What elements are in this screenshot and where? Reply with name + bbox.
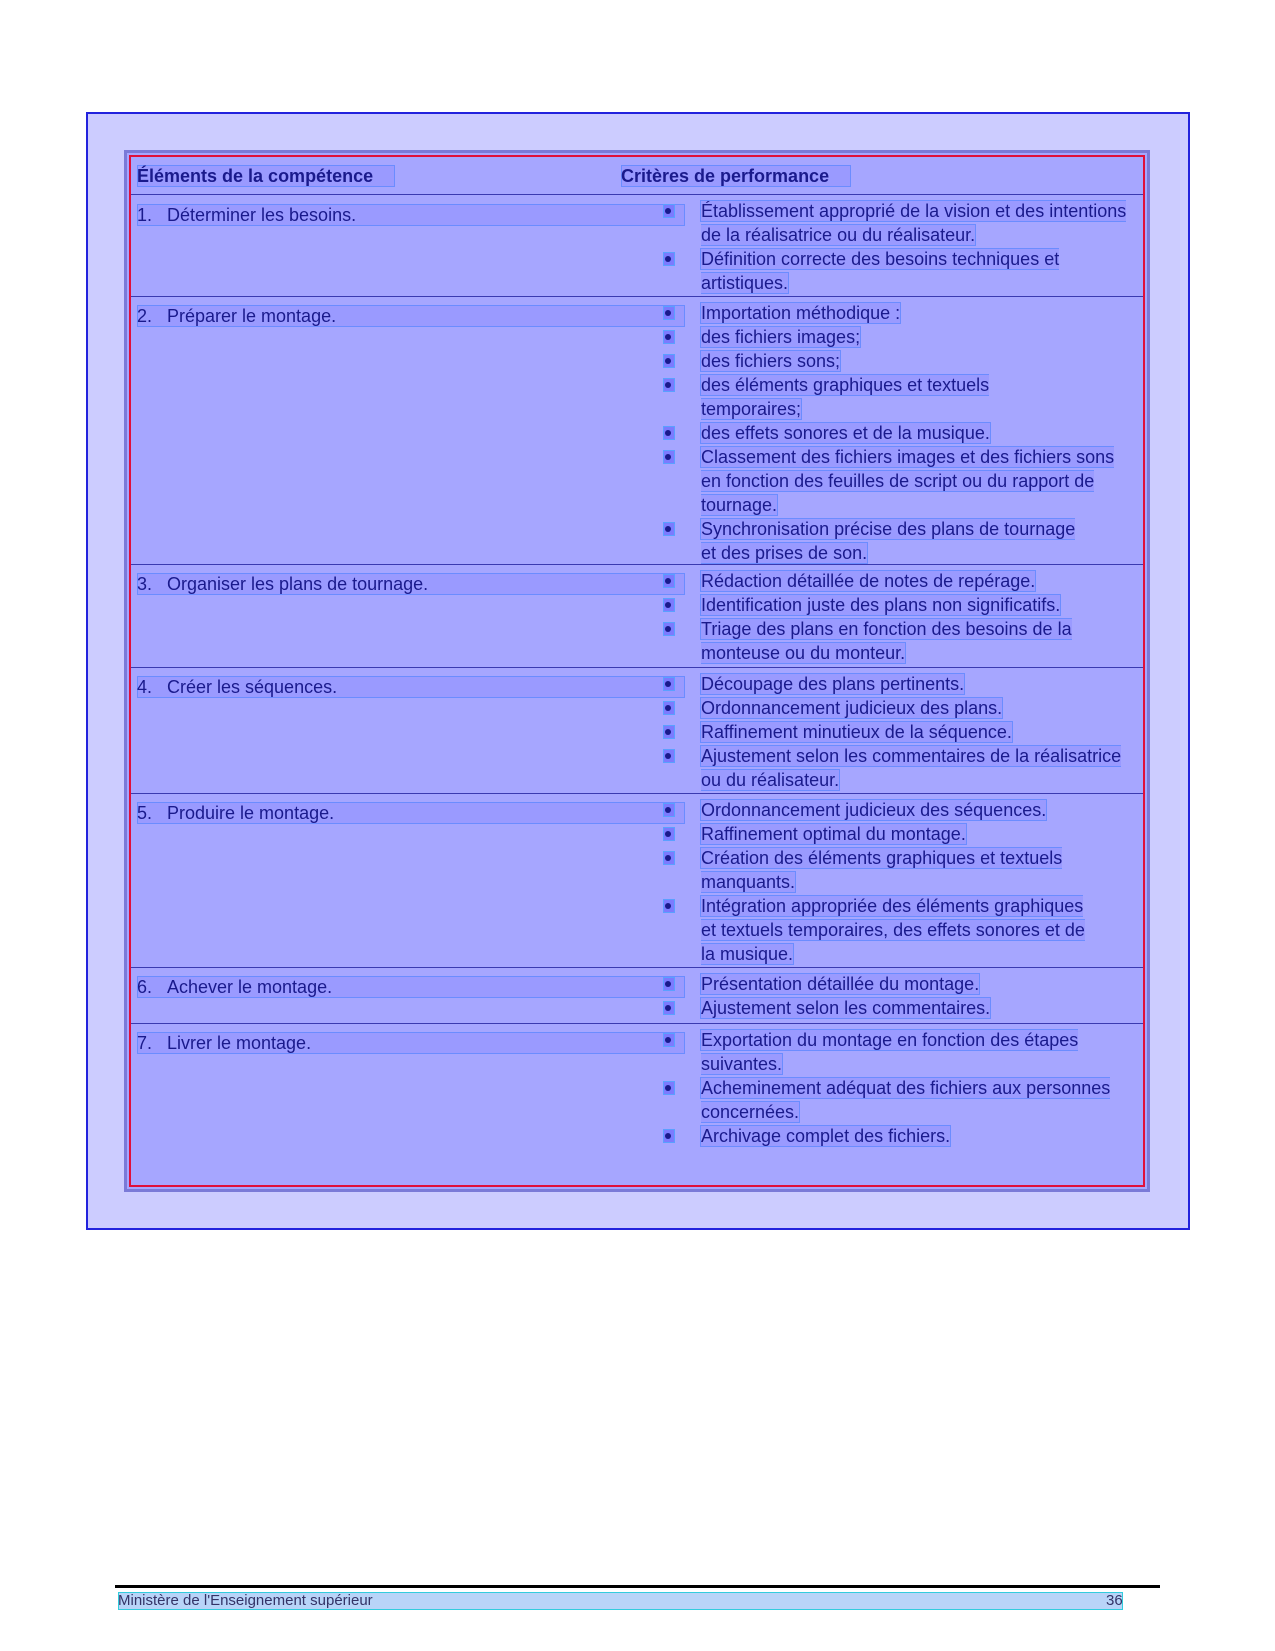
element-cell — [137, 305, 685, 327]
list-item: Intégration appropriée des éléments graphiques et textuels temporaires, des effets sonores et de la musique. — [663, 894, 1101, 966]
list-item: Importation méthodique : — [663, 301, 1133, 325]
criteria-list — [663, 1028, 1133, 1148]
element-label: Livrer le montage. — [167, 1033, 312, 1053]
element-number: 4. — [137, 677, 153, 697]
bullet-icon — [663, 899, 675, 913]
bullet-icon — [663, 803, 675, 817]
list-item: des éléments graphiques et textuels temporaires; — [663, 373, 1061, 421]
bullet-icon — [663, 622, 675, 636]
list-item: Archivage complet des fichiers. — [663, 1124, 1133, 1148]
bullet-icon — [663, 977, 675, 991]
bullet-icon — [663, 677, 675, 691]
table-row — [131, 668, 1143, 794]
bullet-icon — [663, 330, 675, 344]
bullet-icon — [663, 1001, 675, 1015]
table-row — [131, 195, 1143, 297]
list-item: Identification juste des plans non significatifs. — [663, 593, 1133, 617]
element-label: Préparer le montage. — [167, 306, 337, 326]
list-item: des fichiers images; — [663, 325, 1133, 349]
table-row — [131, 968, 1143, 1024]
table-header-row — [131, 157, 1143, 195]
list-item: Rédaction détaillée de notes de repérage. — [663, 569, 1133, 593]
list-item: Exportation du montage en fonction des étapes suivantes. — [663, 1028, 1111, 1076]
list-item: Établissement approprié de la vision et des intentions de la réalisatrice ou du réalisateur. — [663, 199, 1133, 247]
table-row — [131, 1024, 1143, 1184]
element-label: Déterminer les besoins. — [167, 205, 357, 225]
bullet-icon — [663, 378, 675, 392]
bullet-icon — [663, 1129, 675, 1143]
element-label: Organiser les plans de tournage. — [167, 574, 429, 594]
list-item: Ordonnancement judicieux des plans. — [663, 696, 1133, 720]
table-row — [131, 565, 1143, 668]
element-label: Achever le montage. — [167, 977, 333, 997]
element-cell — [137, 802, 685, 824]
element-number: 2. — [137, 306, 153, 326]
criteria-list — [663, 798, 1133, 966]
list-item: Définition correcte des besoins techniques et artistiques. — [663, 247, 1133, 295]
bullet-icon — [663, 749, 675, 763]
list-item: Triage des plans en fonction des besoins de la monteuse ou du monteur. — [663, 617, 1133, 665]
bullet-icon — [663, 1081, 675, 1095]
list-item: Ordonnancement judicieux des séquences. — [663, 798, 1133, 822]
element-number: 3. — [137, 574, 153, 594]
bullet-icon — [663, 851, 675, 865]
element-cell — [137, 676, 685, 698]
list-item: Classement des fichiers images et des fichiers sons en fonction des feuilles de script ou du rapport de tournage. — [663, 445, 1133, 517]
bullet-icon — [663, 1033, 675, 1047]
list-item: Acheminement adéquat des fichiers aux personnes concernées. — [663, 1076, 1111, 1124]
bullet-icon — [663, 426, 675, 440]
criteria-list — [663, 672, 1133, 792]
footer-ministry: Ministère de l'Enseignement supérieur — [118, 1592, 1123, 1610]
element-label: Créer les séquences. — [167, 677, 338, 697]
list-item: Présentation détaillée du montage. — [663, 972, 1133, 996]
bullet-icon — [663, 252, 675, 266]
bullet-icon — [663, 204, 675, 218]
header-criteria: Critères de performance — [621, 165, 851, 187]
page-number: 36 — [1106, 1592, 1123, 1609]
element-label: Produire le montage. — [167, 803, 335, 823]
criteria-list — [663, 199, 1133, 295]
bullet-icon — [663, 450, 675, 464]
competence-table-inner — [129, 155, 1145, 1187]
element-number: 1. — [137, 205, 153, 225]
bullet-icon — [663, 354, 675, 368]
list-item: Création des éléments graphiques et textuels manquants. — [663, 846, 1133, 894]
element-cell — [137, 573, 685, 595]
criteria-list — [663, 301, 1133, 565]
element-number: 5. — [137, 803, 153, 823]
bullet-icon — [663, 701, 675, 715]
list-item: des effets sonores et de la musique. — [663, 421, 1133, 445]
list-item: des fichiers sons; — [663, 349, 1133, 373]
bullet-icon — [663, 574, 675, 588]
bullet-icon — [663, 522, 675, 536]
bullet-icon — [663, 598, 675, 612]
list-item: Ajustement selon les commentaires de la réalisatrice ou du réalisateur. — [663, 744, 1133, 792]
criteria-list — [663, 569, 1133, 665]
competence-table — [124, 150, 1150, 1192]
list-item: Découpage des plans pertinents. — [663, 672, 1133, 696]
table-row — [131, 297, 1143, 565]
element-cell — [137, 1032, 685, 1054]
criteria-list — [663, 972, 1133, 1020]
list-item: Raffinement optimal du montage. — [663, 822, 1133, 846]
bullet-icon — [663, 306, 675, 320]
table-row — [131, 794, 1143, 968]
footer-rule — [115, 1585, 1160, 1588]
header-elements: Éléments de la compétence — [137, 165, 395, 187]
bullet-icon — [663, 827, 675, 841]
list-item: Raffinement minutieux de la séquence. — [663, 720, 1133, 744]
element-cell — [137, 204, 685, 226]
element-number: 6. — [137, 977, 153, 997]
element-number: 7. — [137, 1033, 153, 1053]
element-cell — [137, 976, 685, 998]
list-item: Synchronisation précise des plans de tournage et des prises de son. — [663, 517, 1076, 565]
list-item: Ajustement selon les commentaires. — [663, 996, 1133, 1020]
bullet-icon — [663, 725, 675, 739]
